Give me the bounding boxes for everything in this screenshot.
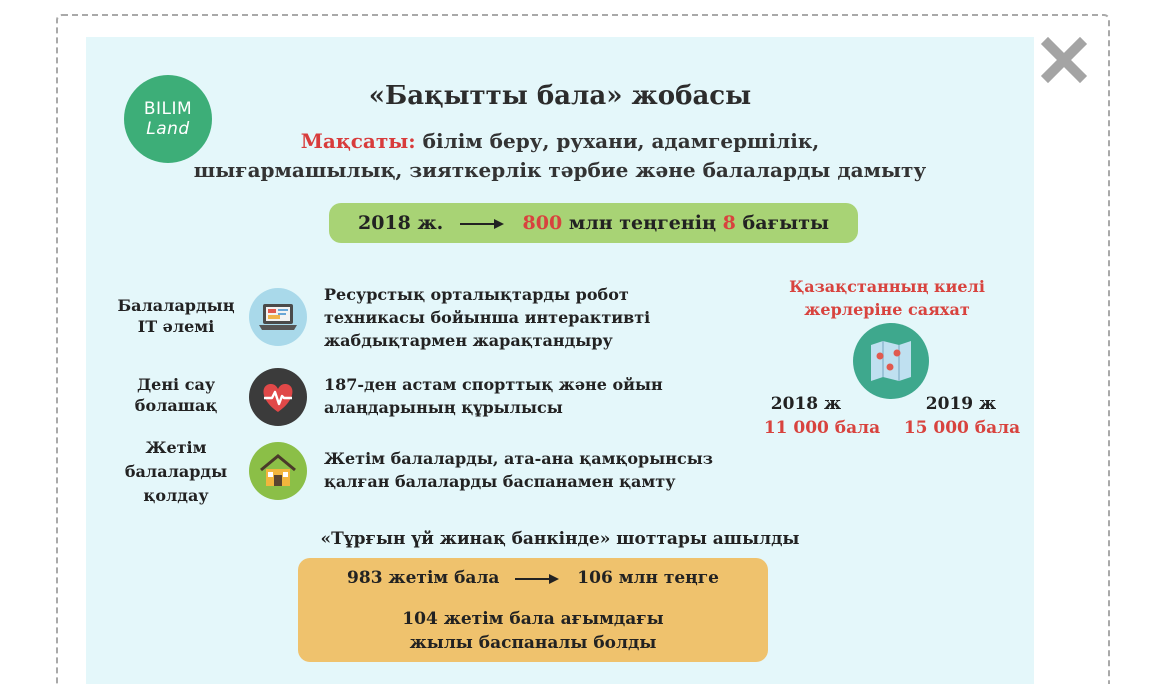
travel-title: Қазақстанның киелі жерлеріне саяхат [789, 277, 985, 319]
housing-row-2: 104 жетім бала ағымдағы жылы баспаналы болды [402, 609, 664, 653]
arrow-right-icon [460, 218, 506, 230]
page-title: «Бақытты бала» жобасы [368, 81, 752, 111]
goal-text: Мақсаты: білім беру, рухани, адамгершілік, шығармашылық, зияткерлік тәрбие және балаларды дамыту [193, 129, 927, 182]
travel-kids-2018: 11 000 бала [763, 418, 881, 438]
map-icon [853, 323, 929, 399]
laptop-icon [249, 288, 307, 346]
housing-box [298, 558, 768, 662]
category-desc-health: 187-ден астам спорттық және ойын алаңдарының құрылысы [324, 375, 663, 417]
goal-label: Мақсаты: [300, 129, 416, 153]
travel-kids-2019: 15 000 бала [903, 418, 1021, 438]
housing-title: «Тұрғын үй жинақ банкінде» шоттары ашылды [320, 529, 800, 549]
arrow-right-icon [515, 573, 561, 585]
category-desc-orphans: Жетім балаларды, ата-ана қамқорынсыз қалған балаларды баспанамен қамту [324, 449, 713, 491]
travel-year-2018: 2018 ж [770, 394, 842, 414]
category-desc-it: Ресурстық орталықтарды робот техникасы бойынша интерактивті жабдықтармен жарақтандыру [324, 285, 651, 350]
category-label-it: Балалардың IT әлемі [117, 296, 235, 336]
budget-banner: 2018 ж. 800 млн теңгенің 8 бағыты [329, 203, 858, 243]
infographic-slide [86, 37, 1034, 684]
close-button[interactable] [1040, 36, 1088, 84]
travel-year-2019: 2019 ж [925, 394, 997, 414]
heart-pulse-icon [249, 368, 307, 426]
close-icon [1040, 36, 1088, 84]
house-icon [249, 442, 307, 500]
bilimland-logo: BILIM Land [124, 75, 212, 163]
category-label-orphans: Жетім балаларды қолдау [124, 438, 228, 505]
category-label-health: Дені сау болашақ [134, 375, 218, 415]
housing-row-1: 983 жетім бала 106 млн теңге [347, 568, 719, 588]
